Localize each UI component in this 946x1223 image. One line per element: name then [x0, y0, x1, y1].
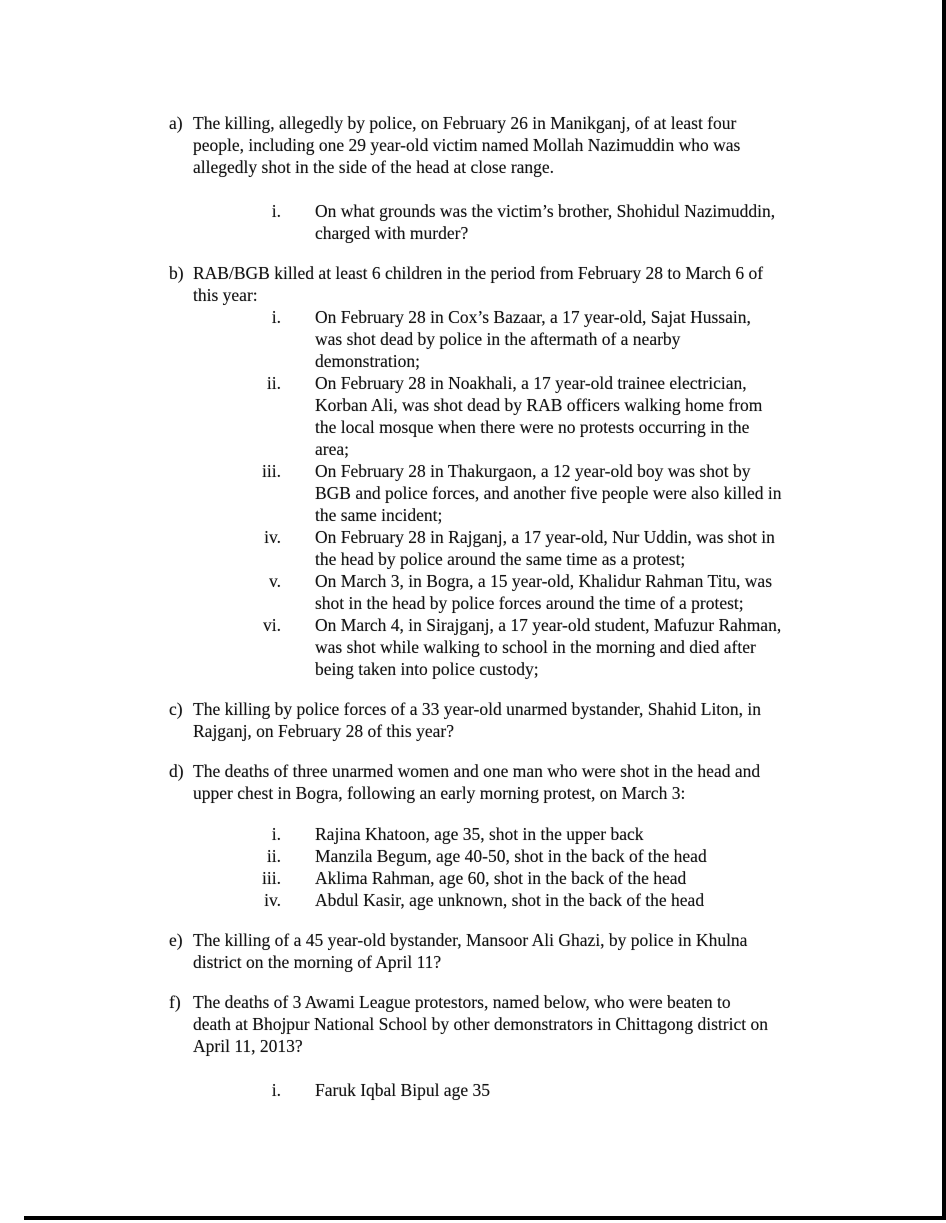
text-line: Abdul Kasir, age unknown, shot in the back of the head [315, 890, 705, 910]
text-line: was shot while walking to school in the morning and died after [315, 637, 756, 657]
list-item-f [169, 991, 869, 1101]
roman-numeral: iii. [262, 868, 281, 888]
scan-border-bottom [24, 1216, 946, 1220]
text-line: On February 28 in Thakurgaon, a 12 year-old boy was shot by [315, 461, 751, 481]
sublist-item [169, 372, 869, 460]
roman-numeral: iv. [264, 527, 281, 547]
text-line: The deaths of three unarmed women and one man who were shot in the head and [193, 761, 761, 781]
text-line: the same incident; [315, 505, 443, 525]
roman-numeral: ii. [266, 846, 281, 866]
text-line: On February 28 in Cox’s Bazaar, a 17 year-old, Sajat Hussain, [315, 307, 751, 327]
sublist-item [169, 200, 869, 244]
text-line: allegedly shot in the side of the head at close range. [193, 157, 555, 177]
text-line: Korban Ali, was shot dead by RAB officers walking home from [315, 395, 763, 415]
text-line: On March 3, in Bogra, a 15 year-old, Khalidur Rahman Titu, was [315, 571, 773, 591]
roman-numeral: vi. [263, 615, 281, 635]
roman-numeral: i. [271, 201, 281, 221]
text-line: On February 28 in Noakhali, a 17 year-old trainee electrician, [315, 373, 747, 393]
text-line: the head by police around the same time as a protest; [315, 549, 686, 569]
roman-numeral: iii. [262, 461, 281, 481]
text-line: On February 28 in Rajganj, a 17 year-old, Nur Uddin, was shot in [315, 527, 775, 547]
text-line: demonstration; [315, 351, 420, 371]
sublist-item [169, 570, 869, 614]
item-label: d) [169, 761, 184, 781]
sublist-d [169, 823, 869, 911]
sublist-item [169, 867, 869, 889]
item-label: a) [169, 113, 183, 133]
text-line: RAB/BGB killed at least 6 children in the period from February 28 to March 6 of [193, 263, 764, 283]
text-line: The killing of a 45 year-old bystander, Mansoor Ali Ghazi, by police in Khulna [193, 930, 748, 950]
sublist-f [169, 1079, 869, 1101]
text-line: area; [315, 439, 349, 459]
text-line: upper chest in Bogra, following an early morning protest, on March 3: [193, 783, 686, 803]
sublist-item [169, 1079, 869, 1101]
roman-numeral: i. [271, 824, 281, 844]
sublist-item [169, 306, 869, 372]
roman-numeral: i. [271, 1080, 281, 1100]
sublist-item [169, 889, 869, 911]
list-item-e [169, 929, 869, 973]
list-item-c [169, 698, 869, 742]
text-line: people, including one 29 year-old victim named Mollah Nazimuddin who was [193, 135, 741, 155]
item-label: c) [169, 699, 183, 719]
document-content [169, 112, 869, 1101]
sublist-item [169, 614, 869, 680]
text-line: Manzila Begum, age 40-50, shot in the back of the head [315, 846, 707, 866]
text-line: Aklima Rahman, age 60, shot in the back of the head [315, 868, 687, 888]
list-item-a [169, 112, 869, 244]
list-item-b [169, 262, 869, 680]
text-line: Faruk Iqbal Bipul age 35 [315, 1080, 490, 1100]
text-line: the local mosque when there were no protests occurring in the [315, 417, 750, 437]
text-line: April 11, 2013? [193, 1036, 303, 1056]
scan-border-right [942, 0, 946, 1220]
roman-numeral: i. [271, 307, 281, 327]
text-line: Rajganj, on February 28 of this year? [193, 721, 454, 741]
sublist-item [169, 823, 869, 845]
sublist-item [169, 526, 869, 570]
item-label: e) [169, 930, 183, 950]
text-line: The killing, allegedly by police, on February 26 in Manikganj, of at least four [193, 113, 737, 133]
text-line: death at Bhojpur National School by other demonstrators in Chittagong district on [193, 1014, 768, 1034]
text-line: Rajina Khatoon, age 35, shot in the upper back [315, 824, 644, 844]
roman-numeral: iv. [264, 890, 281, 910]
text-line: charged with murder? [315, 223, 469, 243]
list-item-d [169, 760, 869, 911]
item-label: f) [169, 992, 181, 1012]
sublist-item [169, 845, 869, 867]
sublist-b [169, 306, 869, 680]
item-label: b) [169, 263, 184, 283]
text-line: BGB and police forces, and another five people were also killed in [315, 483, 782, 503]
text-line: On March 4, in Sirajganj, a 17 year-old student, Mafuzur Rahman, [315, 615, 782, 635]
sublist-item [169, 460, 869, 526]
text-line: district on the morning of April 11? [193, 952, 442, 972]
roman-numeral: ii. [266, 373, 281, 393]
text-line: The deaths of 3 Awami League protestors, named below, who were beaten to [193, 992, 731, 1012]
text-line: The killing by police forces of a 33 year-old unarmed bystander, Shahid Liton, in [193, 699, 762, 719]
roman-numeral: v. [269, 571, 281, 591]
text-line: being taken into police custody; [315, 659, 539, 679]
text-line: this year: [193, 285, 258, 305]
text-line: was shot dead by police in the aftermath of a nearby [315, 329, 681, 349]
text-line: shot in the head by police forces around the time of a protest; [315, 593, 744, 613]
sublist-a [169, 200, 869, 244]
text-line: On what grounds was the victim’s brother, Shohidul Nazimuddin, [315, 201, 776, 221]
